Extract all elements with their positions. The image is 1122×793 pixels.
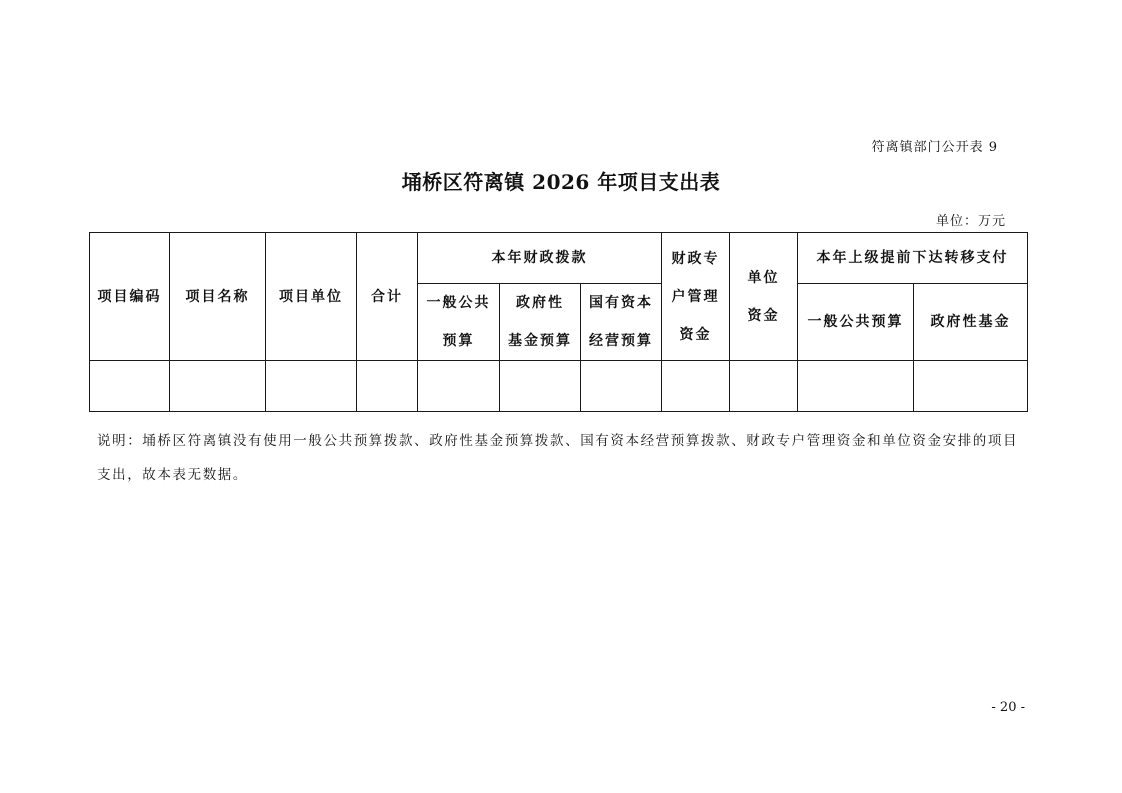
table-cell: [418, 361, 500, 412]
subheader-general-budget: [418, 284, 500, 361]
general-line-2: 预算: [442, 333, 475, 349]
state-line-1: 国有资本: [589, 295, 653, 311]
table-cell: [500, 361, 581, 412]
special-line-3: 资金: [679, 326, 712, 343]
fund-line-2: 基金预算: [508, 333, 572, 349]
state-line-2: 经营预算: [589, 333, 653, 349]
table-cell: [266, 361, 357, 412]
subheader-state-capital: [581, 284, 662, 361]
unitfund-line-1: 单位: [747, 269, 780, 286]
header-advance-transfer-payment: 本年上级提前下达转移支付: [798, 233, 1028, 284]
special-line-1: 财政专: [671, 250, 720, 267]
header-project-code: 项目编码: [90, 233, 170, 361]
header-special-account-funds: [662, 233, 730, 361]
table-cell: [581, 361, 662, 412]
subheader-transfer-general-budget: 一般公共预算: [798, 284, 914, 361]
header-project-name: 项目名称: [170, 233, 266, 361]
table-row: [90, 361, 1028, 412]
table-header-row: [90, 233, 1028, 284]
table-cell: [914, 361, 1028, 412]
page-number: - 20 -: [991, 700, 1025, 715]
table-cell: [730, 361, 798, 412]
header-unit-funds: [730, 233, 798, 361]
table-cell: [90, 361, 170, 412]
header-current-year-allocation: 本年财政拨款: [418, 233, 662, 284]
header-total: 合计: [357, 233, 418, 361]
remark-note: 说明：埇桥区符离镇没有使用一般公共预算拨款、政府性基金预算拨款、国有资本经营预算拨款、财政专户管理资金和单位资金安排的项目支出，故本表无数据。: [97, 433, 1019, 483]
page-title: 埇桥区符离镇 2026 年项目支出表: [401, 170, 721, 194]
table-cell: [798, 361, 914, 412]
fund-line-1: 政府性: [516, 295, 564, 311]
unitfund-line-2: 资金: [747, 307, 780, 324]
doc-id-label: 符离镇部门公开表 9: [871, 140, 998, 155]
subheader-transfer-government-fund: 政府性基金: [914, 284, 1028, 361]
table-cell: [357, 361, 418, 412]
general-line-1: 一般公共: [426, 295, 491, 311]
project-expenditure-table: [89, 232, 1028, 412]
unit-label: 单位：万元: [935, 214, 1006, 229]
table-cell: [170, 361, 266, 412]
header-project-unit: 项目单位: [266, 233, 357, 361]
subheader-government-fund: [500, 284, 581, 361]
special-line-2: 户管理: [671, 288, 720, 305]
table-cell: [662, 361, 730, 412]
